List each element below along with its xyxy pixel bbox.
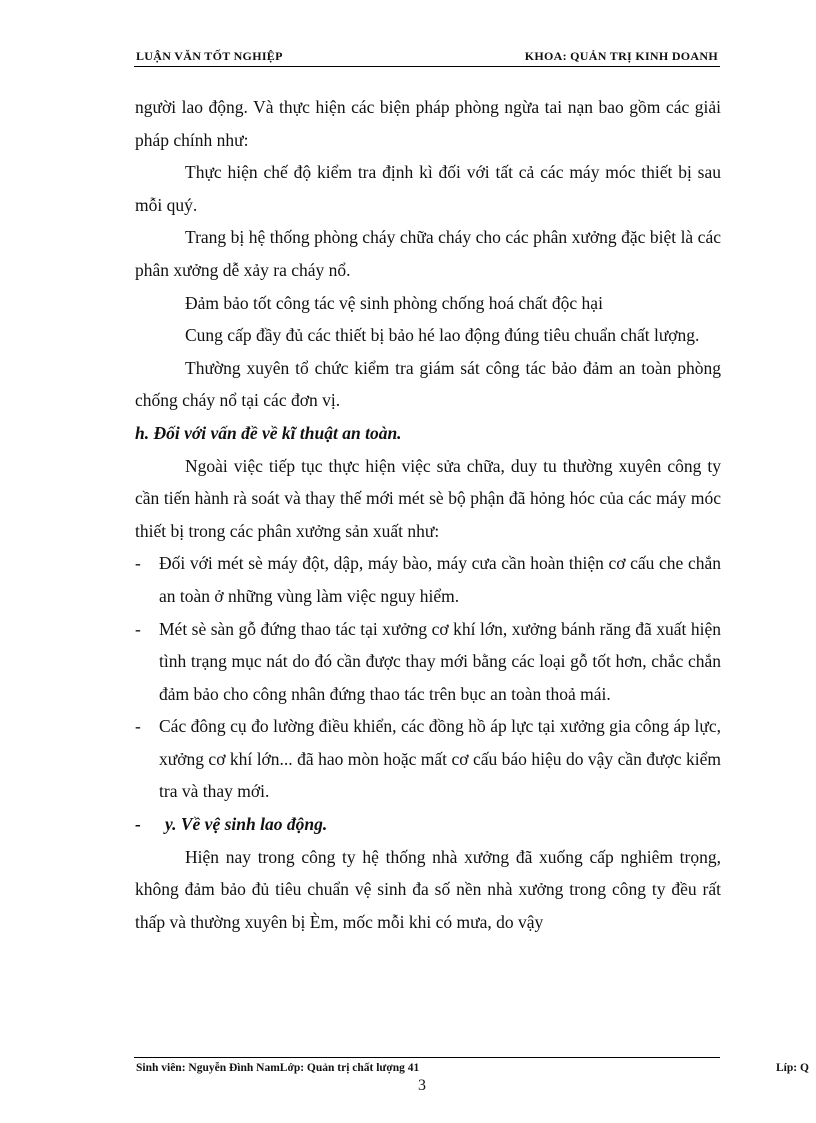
bullet-item — [135, 547, 721, 612]
page-number: 3 — [418, 1077, 426, 1094]
bullet-dash: - — [135, 814, 141, 835]
bullet-dash: - — [135, 553, 141, 574]
paragraph-factory-condition: Hiện nay trong công ty hệ thống nhà xưởng đã xuống cấp nghiêm trọng, không đảm bảo đủ tiêu chuẩn vệ sinh đa số nền nhà xưởng trong công ty đều rất thấp và thường xuyên bị Èm, mốc mỗi khi có mưa, do vậy — [135, 846, 721, 932]
bullet-item — [135, 613, 721, 711]
paragraph-intro: người lao động. Và thực hiện các biện pháp phòng ngừa tai nạn bao gồm các giải pháp chính như: — [135, 97, 721, 150]
bullet-dash: - — [135, 716, 141, 737]
page-header — [134, 46, 720, 67]
section-heading-hygiene — [135, 808, 721, 841]
paragraph-chemical-hygiene: Đảm bảo tốt công tác vệ sinh phòng chống hoá chất độc hại — [185, 292, 603, 313]
header-faculty: KHOA: QUẢN TRỊ KINH DOANH — [524, 49, 718, 63]
bullet-item — [135, 710, 721, 808]
paragraph-protective-gear: Cung cấp đầy đủ các thiết bị bảo hé lao động đúng tiêu chuẩn chất lượng. — [185, 325, 700, 346]
document-body — [135, 91, 721, 938]
footer-student-info: Sinh viên: Nguyễn Đình NamLớp: Quản trị chất lượng 41 — [136, 1062, 420, 1074]
bullet-text: Các đông cụ đo lường điều khiển, các đồng hồ áp lực tại xưởng gia công áp lực, xưởng cơ khí lớn... đã hao mòn hoặc mất cơ cấu báo hiệu do vậy cần được kiểm tra và thay mới. — [159, 716, 721, 802]
heading-text: y. Về vệ sinh lao động. — [165, 814, 328, 835]
footer-divider — [134, 1057, 720, 1058]
bullet-text: Đối với mét sè máy đột, dập, máy bào, máy cưa cần hoàn thiện cơ cấu che chắn an toàn ở những vùng làm việc nguy hiểm. — [159, 553, 721, 606]
footer-class: Líp: Q — [776, 1062, 809, 1074]
paragraph-inspection: Thực hiện chế độ kiểm tra định kì đối với tất cả các máy móc thiết bị sau mỗi quý. — [135, 162, 721, 215]
bullet-text: Mét sè sàn gỗ đứng thao tác tại xưởng cơ khí lớn, xưởng bánh răng đã xuất hiện tình trạng mục nát do đó cần được thay mới bằng các loại gỗ tốt hơn, chắc chắn đảm bảo cho công nhân đứng thao tác trên bục an toàn thoả mái. — [159, 618, 721, 704]
paragraph-fire-equipment: Trang bị hệ thống phòng cháy chữa cháy cho các phân xưởng đặc biệt là các phân xưởng dễ xảy ra cháy nổ. — [135, 227, 721, 280]
section-heading-technical-safety: h. Đối với vấn đề về kĩ thuật an toàn. — [135, 422, 402, 443]
paragraph-supervision: Thường xuyên tổ chức kiểm tra giám sát công tác bảo đảm an toàn phòng chống cháy nổ tại các đơn vị. — [135, 357, 721, 411]
header-thesis-title: LUẬN VĂN TỐT NGHIỆP — [136, 49, 283, 63]
paragraph-repair: Ngoài việc tiếp tục thực hiện việc sửa chữa, duy tu thường xuyên công ty cần tiến hành rà soát và thay thế mới mét sè bộ phận đã hỏng hóc của các máy móc thiết bị trong các phân xưởng sản xuất như: — [135, 455, 721, 541]
bullet-dash: - — [135, 618, 141, 639]
